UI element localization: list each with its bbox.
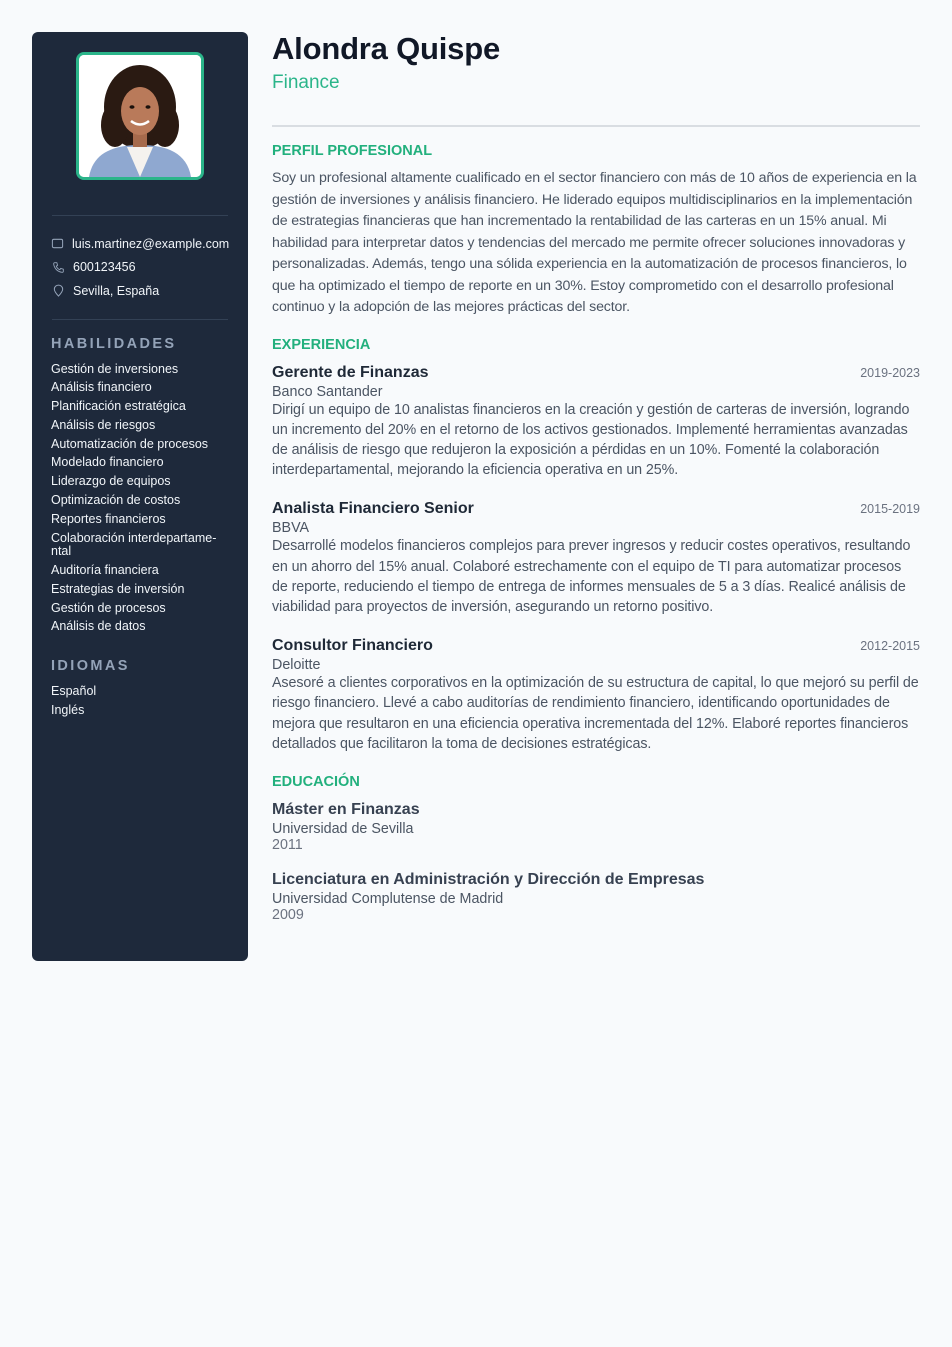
skill-item: Análisis financiero — [51, 380, 152, 395]
graduation-year: 2011 — [272, 836, 303, 853]
education-item — [272, 871, 920, 923]
skill-item: Análisis de riesgos — [51, 417, 156, 432]
summary-heading: PERFIL PROFESIONAL — [272, 143, 433, 159]
education-heading: EDUCACIÓN — [272, 773, 360, 790]
job-company: Deloitte — [272, 657, 321, 674]
skill-item: Gestión de procesos — [51, 600, 166, 615]
summary-text: Soy un profesional altamente cualificado en el sector financiero con más de 10 años de experiencia en la gestión de inversiones y análisis financiero. He liderado equipos multidisciplinarios en la implementación de estrategias financieras que han incrementado la rentabilidad de las carteras en un 15% anual. Mi habilidad para interpretar datos y tendencias del mercado me permite ofrecer soluciones innovadoras y personalizadas. Además, tengo una sólida experiencia en la automatización de procesos financieros, lo que ha optimizado el tiempo de reporte en un 30%. Estoy comprometido con el desarrollo profesional continuo y la adopción de las mejores prácticas del sector. — [272, 170, 917, 315]
degree-title: Licenciatura en Administración y Dirección de Empresas — [272, 870, 705, 888]
job-dates: 2012-2015 — [860, 639, 920, 654]
education-section — [272, 774, 920, 923]
languages-list — [51, 685, 229, 717]
job-description: Asesoré a clientes corporativos en la optimización de su estructura de capital, lo que mejoró su perfil de riesgo financiero. Llevé a cabo auditorías de rendimiento financiero, identificando oportunidades de mejora que resultaron en una eficiencia operativa incrementada del 12%. Elaboré reportes financieros detallados que facilitaron la toma de decisiones estratégicas. — [272, 675, 919, 752]
job-company: Banco Santander — [272, 383, 383, 400]
job-description: Dirigí un equipo de 10 analistas financieros en la creación y gestión de carteras de inversión, logrando un incremento del 20% en el retorno de los activos gestionados. Implementé herramientas avanzadas de análisis de riesgo que redujeron la exposición a pérdidas en un 10%. Fomenté la colaboración interdepartamental, mejorando la eficiencia operativa en un 25%. — [272, 401, 910, 479]
phone-icon — [51, 260, 65, 274]
school-name: Universidad Complutense de Madrid — [272, 890, 504, 907]
main-content — [272, 32, 920, 923]
language-item: Inglés — [51, 702, 85, 717]
contact-email[interactable] — [51, 232, 229, 256]
skill-item: Liderazgo de equipos — [51, 474, 171, 489]
skill-item: Análisis de datos — [51, 619, 146, 634]
sidebar-divider — [52, 319, 228, 320]
job-dates: 2015-2019 — [860, 502, 920, 517]
profile-photo — [76, 52, 204, 180]
job-description: Desarrollé modelos financieros complejos para prever ingresos y reducir costes operativos, resultando en un ahorro del 15% anual. Colaboré estrechamente con el equipo de TI para automatizar procesos de reporte, reduciendo el tiempo de entrega de informes mensuales de 5 a 3 días. Realicé análisis de viabilidad para proyectos de inversión, asegurando un retorno positivo. — [272, 538, 911, 615]
person-photo-icon — [79, 55, 201, 177]
job-title: Consultor Financiero — [272, 637, 433, 655]
job-title: Analista Financiero Senior — [272, 500, 474, 518]
school-name: Universidad de Sevilla — [272, 820, 414, 837]
contact-info — [51, 216, 229, 319]
skills-list — [51, 363, 229, 634]
experience-heading: EXPERIENCIA — [272, 336, 371, 353]
location-text: Sevilla, España — [73, 283, 160, 298]
contact-phone[interactable] — [51, 256, 229, 280]
skill-item: Optimización de costos — [51, 493, 181, 508]
language-item: Español — [51, 683, 97, 698]
phone-text: 600123456 — [73, 260, 136, 275]
job-dates: 2019-2023 — [860, 365, 920, 380]
skill-item: Estrategias de inversión — [51, 581, 185, 596]
skill-item: Reportes financieros — [51, 511, 166, 526]
job-title: Gerente de Finanzas — [272, 363, 429, 381]
header-divider — [272, 125, 920, 127]
experience-section — [272, 337, 920, 754]
graduation-year: 2009 — [272, 906, 304, 923]
skill-item: Gestión de inversiones — [51, 361, 179, 376]
email-icon — [51, 237, 64, 251]
skill-item: Modelado financiero — [51, 455, 164, 470]
candidate-role: Finance — [272, 72, 340, 93]
skills-heading: HABILIDADES — [51, 335, 177, 352]
email-text: luis.martinez@example.com — [72, 236, 230, 251]
skill-item: Colaboración interdepartame-ntal — [51, 530, 217, 559]
summary-section — [272, 143, 920, 319]
skill-item: Automatización de procesos — [51, 436, 209, 451]
contact-location — [51, 279, 229, 303]
job-company: BBVA — [272, 520, 310, 537]
experience-item — [272, 500, 920, 617]
skill-item: Auditoría financiera — [51, 562, 159, 577]
degree-title: Máster en Finanzas — [272, 800, 420, 818]
languages-heading: IDIOMAS — [51, 657, 130, 674]
skill-item: Planificación estratégica — [51, 399, 186, 414]
candidate-name: Alondra Quispe — [272, 31, 501, 66]
education-item — [272, 801, 920, 853]
experience-item — [272, 364, 920, 481]
sidebar — [32, 32, 248, 961]
experience-item — [272, 637, 920, 754]
location-pin-icon — [51, 284, 65, 298]
